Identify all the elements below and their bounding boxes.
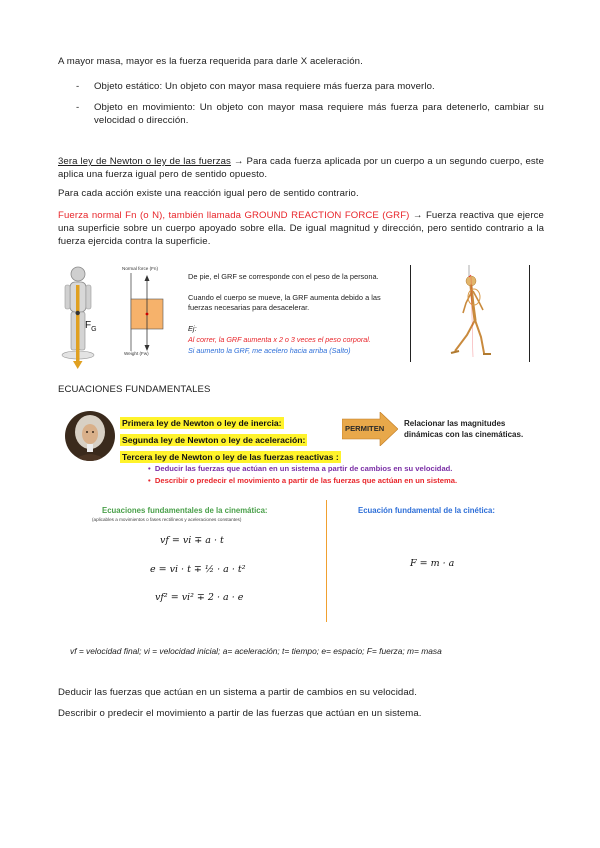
newton-portrait-image [64, 410, 116, 462]
bullet-icon: • [148, 476, 155, 485]
second-law: Segunda ley de Newton o ley de aceleración: [122, 435, 306, 445]
relate-text: Relacionar las magnitudes dinámicas con las cinemáticas. [404, 419, 524, 439]
walking-skeleton-image [410, 265, 530, 362]
third-law-paragraph [58, 155, 544, 181]
kinematics-subtitle: (aplicables a movimientos o fases rectilíneos y aceleraciones constantes) [92, 517, 242, 522]
ej-red: Al correr, la GRF aumenta x 2 o 3 veces el peso corporal. [188, 335, 371, 344]
bullet-static: Objeto estático: Un objeto con mayor masa requiere más fuerza para moverlo. [94, 81, 435, 92]
equation-force: F = m · a [410, 558, 455, 569]
equations-legend: vf = velocidad final; vi = velocidad inicial; a= aceleración; t= tiempo; e= espacio; F= fuerza; m= masa [70, 646, 442, 656]
equation-space: e = vi · t ∓ ½ · a · t² [150, 564, 246, 575]
third-law-highlight: Tercera ley de Newton o ley de las fuerzas reactivas : [122, 452, 339, 462]
closing-line-1: Deducir las fuerzas que actúan en un sistema a partir de cambios en su velocidad. [58, 687, 417, 698]
force-diagram [118, 265, 178, 360]
fg-label: $F_G$ [85, 320, 97, 333]
grf-paragraph [58, 209, 544, 248]
equations-heading: ECUACIONES FUNDAMENTALES [58, 384, 211, 395]
permiten-label: PERMITEN [345, 424, 385, 433]
third-law-title: 3era ley de Newton o ley de las fuerzas [58, 156, 231, 167]
intro-line: A mayor masa, mayor es la fuerza requerida para darle X aceleración. [58, 56, 363, 67]
bullet-icon: • [148, 464, 155, 473]
closing-line-2: Describir o predecir el movimiento a partir de las fuerzas que actúan en un sistema. [58, 708, 422, 719]
kinematics-title: Ecuaciones fundamentales de la cinemática: [102, 506, 268, 515]
bullet-motion: Objeto en movimiento: Un objeto con mayor masa requiere más fuerza para detenerlo, cambiar su velocidad o dirección. [94, 102, 544, 126]
grf-note-2: Cuando el cuerpo se mueve, la GRF aumenta debido a las fuerzas necesarias para desacelerar. [188, 293, 381, 312]
standing-person-image [60, 265, 100, 370]
kinetic-title: Ecuación fundamental de la cinética: [358, 506, 495, 515]
red-bullet: • Describir o predecir el movimiento a partir de las fuerzas que actúan en un sistema. [148, 476, 458, 485]
normal-force-label: Normal force (Fn) [122, 266, 158, 271]
purple-bullet: • Deducir las fuerzas que actúan en un sistema a partir de cambios en su velocidad. [148, 464, 453, 473]
panel-divider [326, 500, 327, 622]
bullet-dash: - [76, 102, 80, 113]
arrow-icon: → [412, 210, 423, 221]
ej-blue: Si aumento la GRF, me acelero hacia arriba (Salto) [188, 346, 351, 355]
weight-label: Weight (Fw) [124, 351, 149, 356]
third-law-text: Para cada fuerza aplicada por un cuerpo a un segundo cuerpo, este aplica una fuerza igual pero de sentido opuesto. [58, 156, 545, 180]
first-law: Primera ley de Newton o ley de inercia: [122, 418, 282, 428]
equation-velocity: vf = vi ∓ a · t [160, 535, 224, 546]
grf-note-1: De pie, el GRF se corresponde con el peso de la persona. [188, 272, 379, 281]
arrow-icon: → [233, 156, 244, 167]
bullet-dash: - [76, 81, 80, 92]
ej-label: Ej: [188, 324, 197, 333]
grf-text: Fuerza reactiva que ejerce una superficie sobre un cuerpo apoyado sobre ella. De igual magnitud y dirección, pero sentido contrario a la fuerza ejercida contra la superficie. [58, 210, 544, 247]
third-law-line2: Para cada acción existe una reacción igual pero de sentido contrario. [58, 188, 359, 199]
equation-velocity-squared: vf² = vi² ∓ 2 · a · e [155, 592, 244, 603]
grf-title: Fuerza normal Fn (o N), también llamada GROUND REACTION FORCE (GRF) [58, 210, 410, 221]
